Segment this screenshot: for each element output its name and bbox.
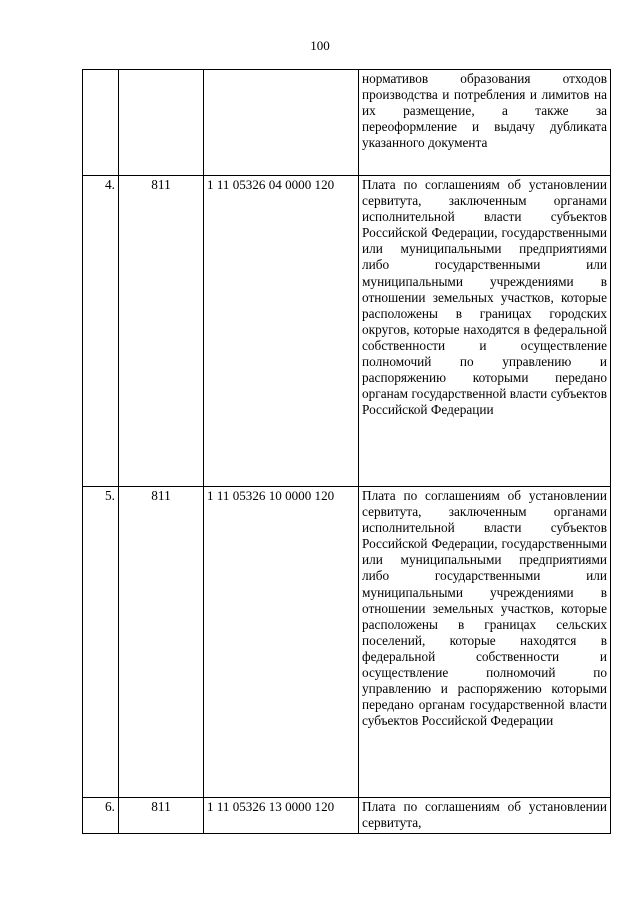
row-number-cell: [83, 70, 119, 176]
budget-code-cell: [204, 70, 359, 176]
admin-code-cell: 811: [119, 176, 204, 487]
table-row: [83, 70, 611, 176]
budget-code-cell: 1 11 05326 04 0000 120: [204, 176, 359, 487]
row-number-cell: 6.: [83, 798, 119, 834]
description-cell: Плата по соглашениям об установлении сервитута,: [359, 798, 611, 834]
budget-code-cell: 1 11 05326 10 0000 120: [204, 487, 359, 798]
row-number-cell: 4.: [83, 176, 119, 487]
table-row: [83, 487, 611, 798]
admin-code-cell: [119, 70, 204, 176]
description-cell: Плата по соглашениям об установлении сервитута, заключенным органами исполнительной власти субъектов Российской Федерации, государственными или муниципальными предприятиями либо государственными или муниципальными учреждениями в отношении земельных участков, которые расположены в границах городских округов, которые находятся в федеральной собственности и осуществление полномочий по управлению и распоряжению которыми передано органам государственной власти субъектов Российской Федерации: [359, 176, 611, 487]
description-cell: Плата по соглашениям об установлении сервитута, заключенным органами исполнительной власти субъектов Российской Федерации, государственными или муниципальными предприятиями либо государственными или муниципальными учреждениями в отношении земельных участков, которые расположены в границах сельских поселений, которые находятся в федеральной собственности и осуществление полномочий по управлению и распоряжению которыми передано органам государственной власти субъектов Российской Федерации: [359, 487, 611, 798]
admin-code-cell: 811: [119, 487, 204, 798]
row-number-cell: 5.: [83, 487, 119, 798]
admin-code-cell: 811: [119, 798, 204, 834]
table-row: [83, 176, 611, 487]
description-cell: нормативов образования отходов производства и потребления и лимитов на их размещение, а также за переоформление и выдачу дубликата указанного документа: [359, 70, 611, 176]
budget-code-cell: 1 11 05326 13 0000 120: [204, 798, 359, 834]
table-row: [83, 798, 611, 834]
revenue-codes-table: [82, 69, 611, 834]
page-number: 100: [310, 38, 330, 53]
